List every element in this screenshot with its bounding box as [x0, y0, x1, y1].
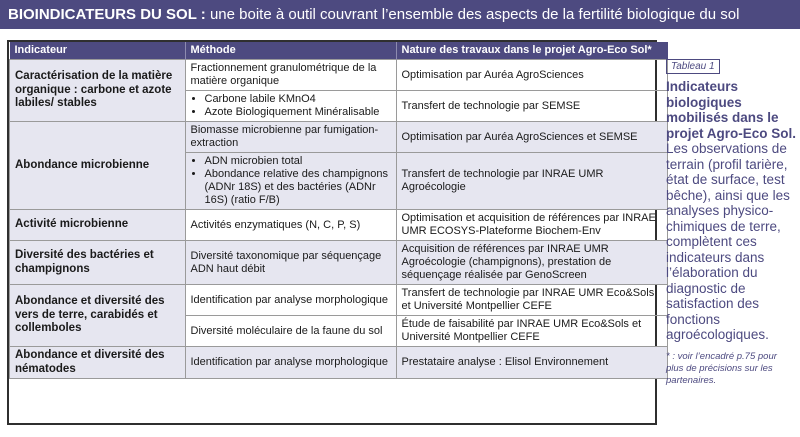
- page-header: [0, 0, 800, 29]
- method-list: [191, 93, 391, 119]
- table-row: [10, 210, 668, 241]
- method-cell: Biomasse microbienne par fumigation-extraction: [185, 122, 396, 153]
- indicators-table-frame: [7, 40, 657, 425]
- table-row: [10, 347, 668, 379]
- method-list-item: • Abondance relative des champignons (ADNr 18S) et des bactéries (ADNr 16S) (ratio F/B): [205, 168, 391, 207]
- table-caption-sidebar: [666, 56, 796, 387]
- nature-cell: Étude de faisabilité par INRAE UMR Eco&Sols et Université Montpellier CEFE: [396, 316, 668, 347]
- indicators-table: [9, 42, 668, 379]
- method-list-item: • Azote Biologiquement Minéralisable: [205, 106, 391, 119]
- method-cell: Diversité moléculaire de la faune du sol: [185, 316, 396, 347]
- method-list: [191, 155, 391, 207]
- method-list-item: • ADN microbien total: [205, 155, 391, 168]
- table-row: [10, 60, 668, 91]
- indicator-cell: Caractérisation de la matière organique : carbone et azote labiles/ stables: [10, 60, 186, 122]
- indicator-cell: Activité microbienne: [10, 210, 186, 241]
- nature-cell: Transfert de technologie par SEMSE: [396, 91, 668, 122]
- caption-body: Les observations de terrain (profil tarière, état de surface, test bêche), ainsi que les analyses physico-chimiques de terre, complètent ces indicateurs dans l’élaboration du diagnostic de satisfaction des fonctions agroécologiques.: [666, 141, 790, 342]
- nature-cell: Optimisation et acquisition de références par INRAE UMR ECOSYS-Plateforme Biochem-Env: [396, 210, 668, 241]
- header-title-bold: BIOINDICATEURS DU SOL :: [8, 6, 206, 23]
- method-cell: Diversité taxonomique par séquençage ADN haut débit: [185, 241, 396, 285]
- method-list-item: • Carbone labile KMnO4: [205, 93, 391, 106]
- column-header-indicateur: Indicateur: [10, 42, 186, 60]
- nature-cell: Optimisation par Auréa AgroSciences et SEMSE: [396, 122, 668, 153]
- indicator-cell: Diversité des bactéries et champignons: [10, 241, 186, 285]
- nature-cell: Transfert de technologie par INRAE UMR Agroécologie: [396, 153, 668, 210]
- indicator-cell: Abondance et diversité des nématodes: [10, 347, 186, 379]
- method-cell: [185, 91, 396, 122]
- table-row: [10, 122, 668, 153]
- table-number-tag: Tableau 1: [666, 59, 720, 74]
- caption-footnote: * : voir l’encadré p.75 pour plus de précisions sur les partenaires.: [666, 350, 777, 386]
- nature-cell: Acquisition de références par INRAE UMR Agroécologie (champignons), prestation de séquençage réalisée par GenoScreen: [396, 241, 668, 285]
- indicator-cell: Abondance et diversité des vers de terre, carabidés et collemboles: [10, 285, 186, 347]
- nature-cell: Prestataire analyse : Elisol Environnement: [396, 347, 668, 379]
- method-cell: Fractionnement granulométrique de la matière organique: [185, 60, 396, 91]
- header-title-rest: une boite à outil couvrant l’ensemble des aspects de la fertilité biologique du sol: [205, 6, 740, 23]
- method-cell: Identification par analyse morphologique: [185, 347, 396, 379]
- method-cell: Activités enzymatiques (N, C, P, S): [185, 210, 396, 241]
- table-row: [10, 241, 668, 285]
- method-cell: [185, 153, 396, 210]
- column-header-nature: Nature des travaux dans le projet Agro-Eco Sol*: [396, 42, 668, 60]
- indicator-cell: Abondance microbienne: [10, 122, 186, 210]
- method-cell: Identification par analyse morphologique: [185, 285, 396, 316]
- table-row: [10, 285, 668, 316]
- column-header-methode: Méthode: [185, 42, 396, 60]
- table-header-row: [10, 42, 668, 60]
- nature-cell: Optimisation par Auréa AgroSciences: [396, 60, 668, 91]
- nature-cell: Transfert de technologie par INRAE UMR Eco&Sols et Université Montpellier CEFE: [396, 285, 668, 316]
- caption-title: Indicateurs biologiques mobilisés dans le projet Agro-Eco Sol.: [666, 79, 797, 141]
